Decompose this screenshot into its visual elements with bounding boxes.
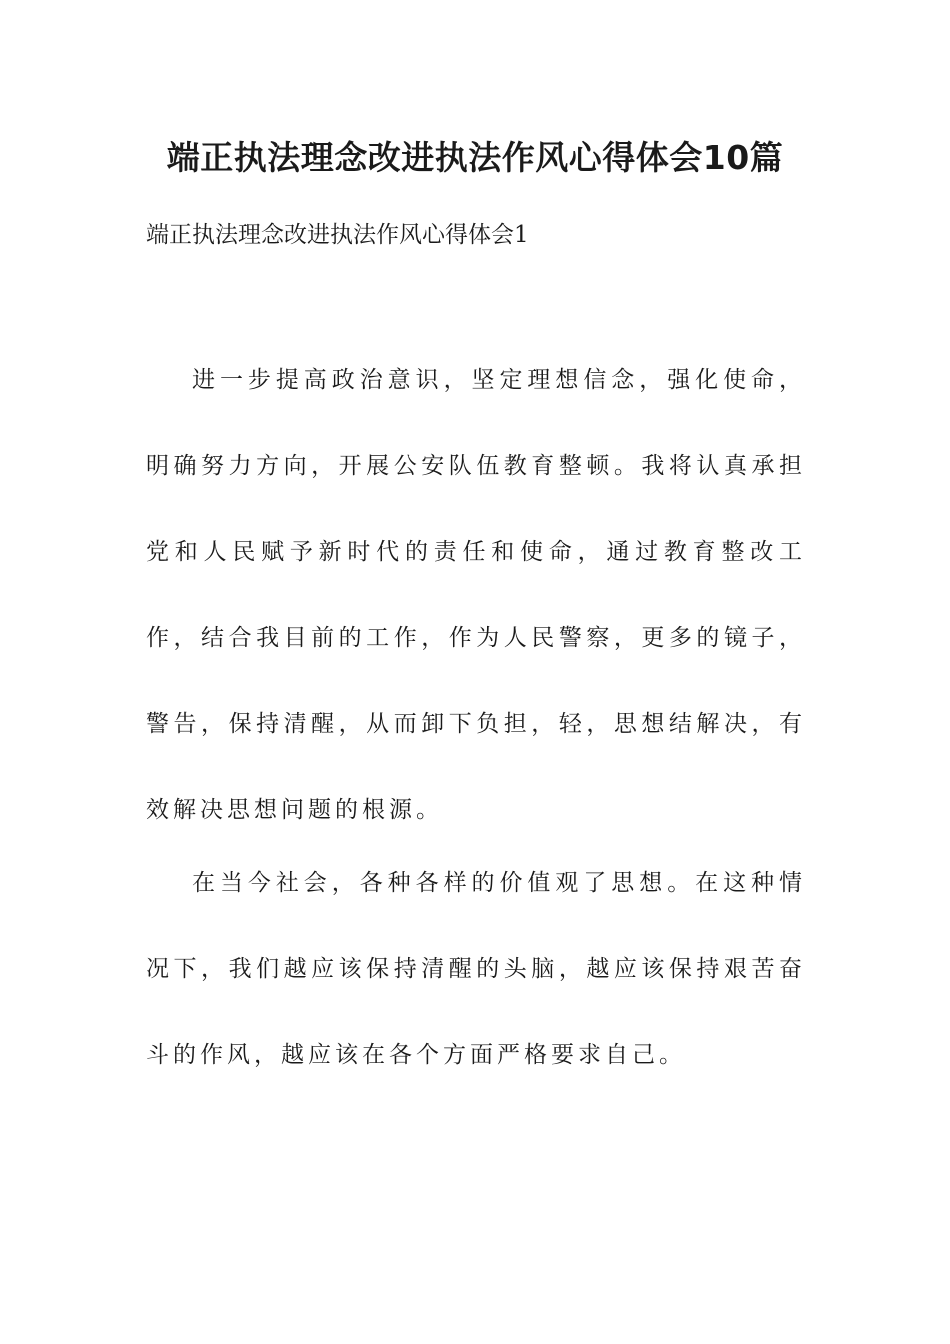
section-heading: 端正执法理念改进执法作风心得体会1 <box>146 222 529 248</box>
body-paragraph-2: 在当今社会，各种各样的价值观了思想。在这种情况下，我们越应该保持清醒的头脑，越应该保持艰苦奋斗的作风，越应该在各个方面严格要求自己。 <box>146 870 806 1068</box>
body-paragraph-1: 进一步提高政治意识，坚定理想信念，强化使命，明确努力方向，开展公安队伍教育整顿。我将认真承担党和人民赋予新时代的责任和使命，通过教育整改工作，结合我目前的工作，作为人民警察，更多的镜子，警告，保持清醒，从而卸下负担，轻，思想结解决，有效解决思想问题的根源。 <box>146 367 806 823</box>
document-title: 端正执法理念改进执法作风心得体会10篇 <box>166 138 784 177</box>
